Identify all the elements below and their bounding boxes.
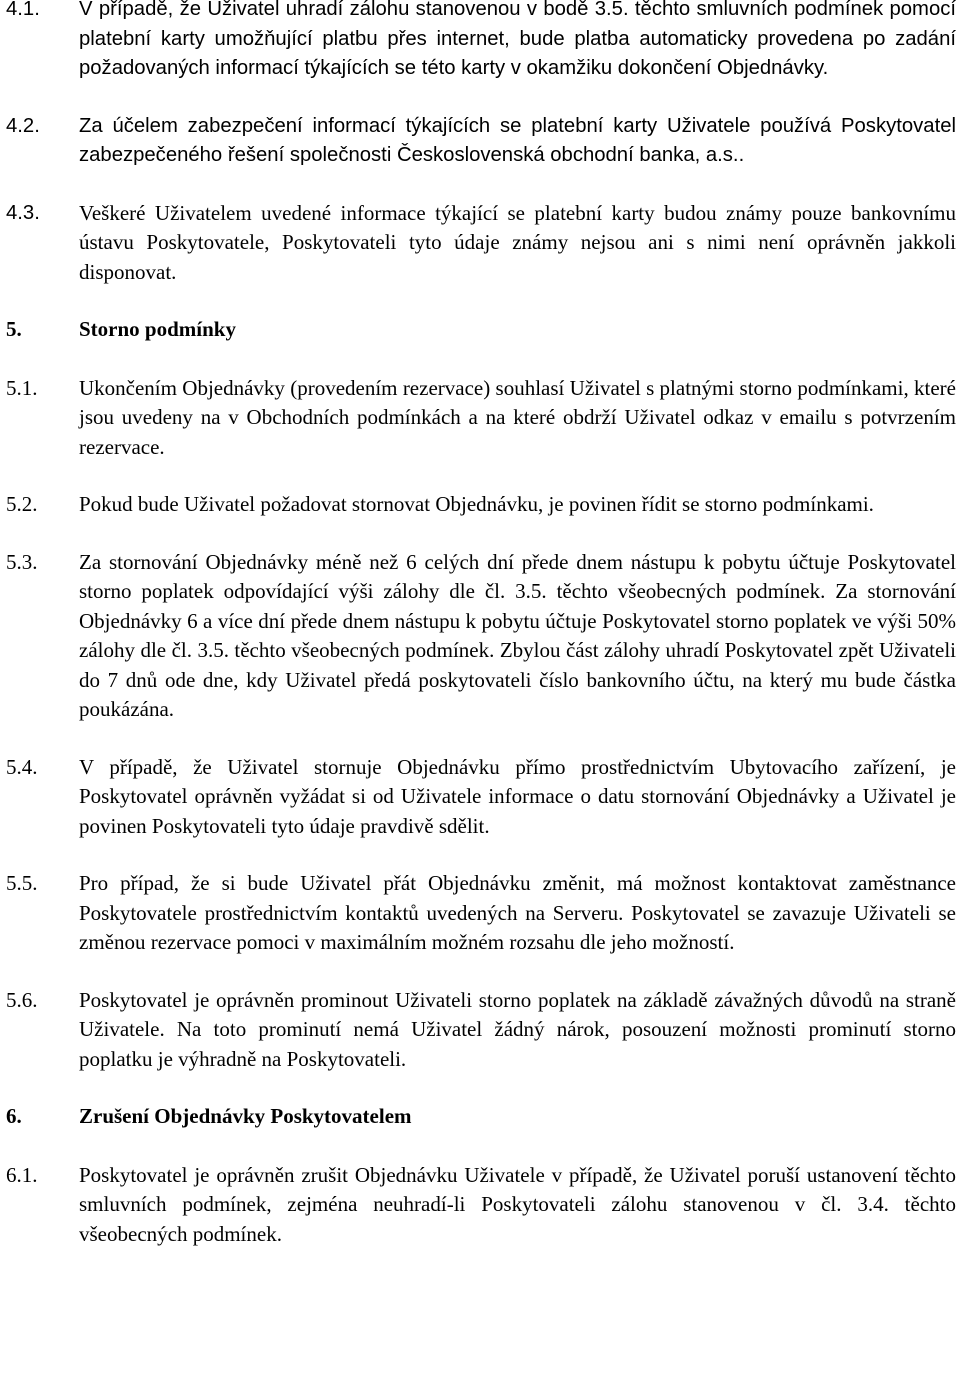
clause-number: 6.1. (6, 1162, 38, 1187)
section-heading-5 (6, 315, 956, 345)
clause-5-1 (6, 374, 956, 463)
section-title: Storno podmínky (79, 317, 236, 341)
clause-5-6 (6, 986, 956, 1075)
clause-number: 5.4. (6, 754, 38, 779)
clause-5-2 (6, 490, 956, 520)
clause-4-3 (6, 199, 956, 288)
document-page (6, 0, 956, 1277)
clause-6-1 (6, 1161, 956, 1250)
clause-number: 5.3. (6, 549, 38, 574)
clause-number: 4.1. (6, 0, 40, 20)
section-heading-6 (6, 1102, 956, 1132)
clause-text: V případě, že Uživatel uhradí zálohu stanovenou v bodě 3.5. těchto smluvních podmínek pomocí platební karty umožňující platbu přes internet, bude platba automaticky provedena po zadání požadovaných informací týkajících se této karty v okamžiku dokončení Objednávky. (79, 0, 956, 79)
clause-text: Poskytovatel je oprávněn prominout Uživateli storno poplatek na základě závažných důvodů na straně Uživatele. Na toto prominutí nemá Uživatel žádný nárok, posouzení možnosti prominutí storno poplatku je výhradně na Poskytovateli. (79, 987, 956, 1071)
clause-text: Ukončením Objednávky (provedením rezervace) souhlasí Uživatel s platnými storno podmínkami, které jsou uvedeny na v Obchodních podmínkách a na které obdrží Uživatel odkaz v emailu s potvrzením rezervace. (79, 375, 956, 459)
clause-text: Pro případ, že si bude Uživatel přát Objednávku změnit, má možnost kontaktovat zaměstnance Poskytovatele prostřednictvím kontaktů uvedených na Serveru. Poskytovatel se zavazuje Uživateli se změnou rezervace pomoci v maximálním možném rozsahu dle jeho možností. (79, 871, 956, 954)
clause-number: 5.6. (6, 987, 38, 1012)
clause-text: V případě, že Uživatel stornuje Objednávku přímo prostřednictvím Ubytovacího zařízení, je Poskytovatel oprávněn vyžádat si od Uživatele informace o datu stornování Objednávky a Uživatel je povinen Poskytovateli tyto údaje pravdivě sdělit. (79, 754, 956, 838)
clause-4-1 (6, 0, 956, 84)
section-number: 6. (6, 1104, 22, 1128)
clause-text: Za účelem zabezpečení informací týkajících se platební karty Uživatele používá Poskytovatel zabezpečeného řešení společnosti Československá obchodní banka, a.s.. (79, 114, 956, 166)
clause-number: 5.1. (6, 375, 38, 400)
section-number: 5. (6, 317, 22, 341)
clause-5-4 (6, 753, 956, 842)
clause-5-3 (6, 548, 956, 725)
clause-text: Poskytovatel je oprávněn zrušit Objednávku Uživatele v případě, že Uživatel poruší ustanovení těchto smluvních podmínek, zejména neuhradí-li Poskytovateli zálohu stanovenou v čl. 3.4. těchto všeobecných podmínek. (79, 1162, 956, 1246)
clause-text: Za stornování Objednávky méně než 6 celých dní přede dnem nástupu k pobytu účtuje Poskytovatel storno poplatek odpovídající výši zálohy dle čl. 3.5. těchto všeobecných podmínek. Za stornování Objednávky 6 a více dní přede dnem nástupu k pobytu účtuje Poskytovatel storno poplatek ve výši 50% zálohy dle čl. 3.5. těchto všeobecných podmínek. Zbylou část zálohy uhradí Poskytovatel zpět Uživateli do 7 dnů ode dne, kdy Uživatel předá poskytovateli číslo bankovního účtu, na který mu bude částka poukázána. (79, 549, 956, 721)
clause-text: Pokud bude Uživatel požadovat stornovat Objednávku, je povinen řídit se storno podmínkami. (79, 492, 874, 516)
clause-4-2 (6, 112, 956, 171)
clause-number: 5.5. (6, 871, 38, 895)
clause-text: Veškeré Uživatelem uvedené informace týkající se platební karty budou známy pouze bankovnímu ústavu Poskytovatele, Poskytovateli tyto údaje známy nejsou ani s nimi není oprávněn jakkoli disponovat. (79, 200, 956, 284)
clause-5-5 (6, 869, 956, 958)
clause-number: 5.2. (6, 492, 38, 516)
section-title: Zrušení Objednávky Poskytovatelem (79, 1104, 412, 1128)
clause-number: 4.3. (6, 201, 40, 224)
clause-number: 4.2. (6, 114, 40, 137)
